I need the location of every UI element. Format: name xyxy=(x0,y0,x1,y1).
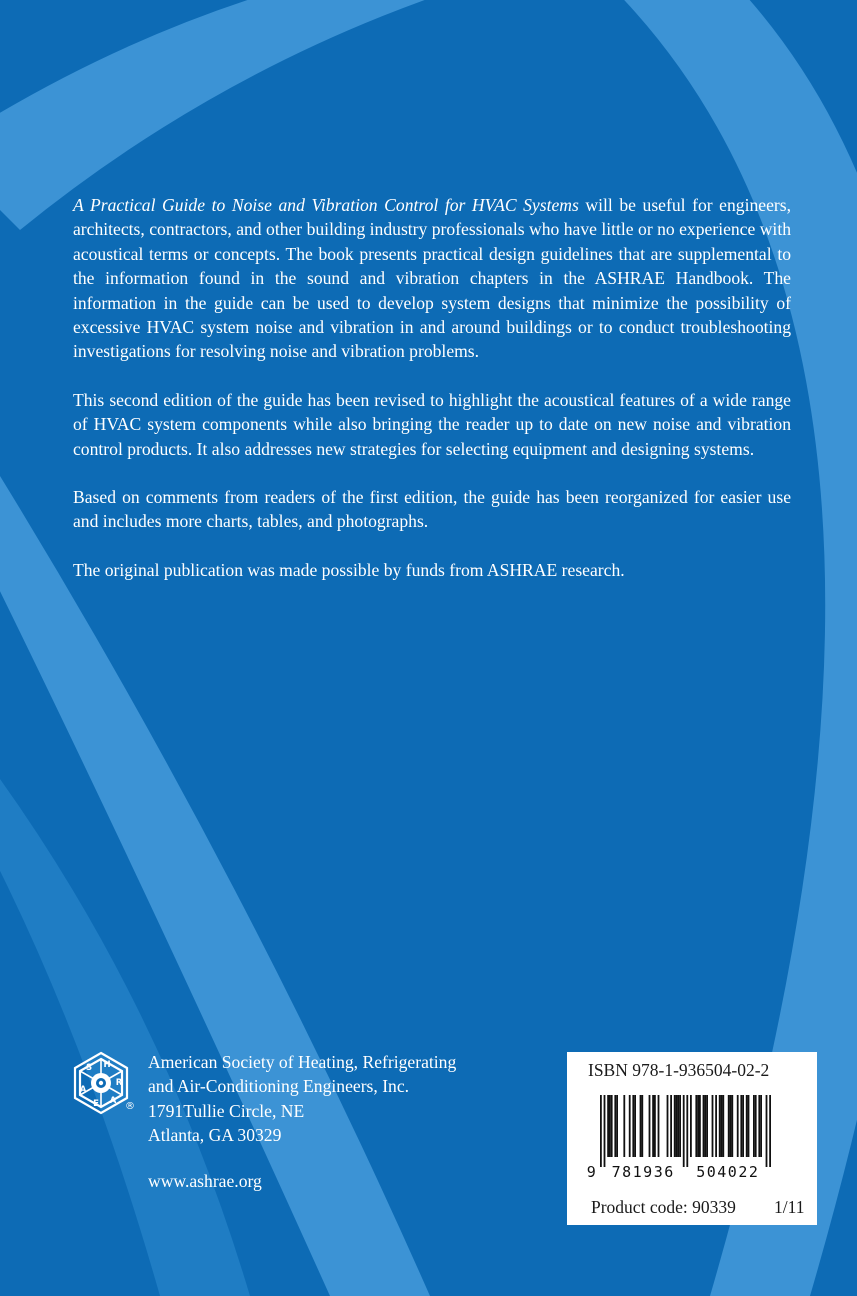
barcode-bar xyxy=(634,1095,636,1157)
barcode-bar xyxy=(649,1095,651,1157)
barcode-bar xyxy=(728,1095,730,1157)
barcode-bar xyxy=(632,1095,634,1157)
publisher-street: 1791Tullie Circle, NE xyxy=(148,1100,305,1121)
isbn-box xyxy=(567,1052,817,1225)
isbn-label: ISBN 978-1-936504-02-2 xyxy=(588,1060,770,1080)
barcode-bar xyxy=(609,1095,611,1157)
logo-letter-e: E xyxy=(93,1099,99,1109)
barcode-bar xyxy=(623,1095,625,1157)
barcode-bar xyxy=(704,1095,706,1157)
barcode-bar xyxy=(721,1095,723,1157)
barcode-bar xyxy=(611,1095,613,1157)
description-text xyxy=(73,193,791,606)
logo-letter-s: S xyxy=(85,1063,93,1073)
barcode xyxy=(588,1095,788,1185)
barcode-bar xyxy=(614,1095,616,1157)
barcode-bar xyxy=(722,1095,724,1157)
barcode-bar xyxy=(679,1095,681,1157)
barcode-bar xyxy=(658,1095,660,1157)
barcode-bar xyxy=(652,1095,654,1157)
barcode-bar xyxy=(699,1095,701,1157)
product-code: Product code: 90339 xyxy=(591,1197,736,1217)
barcode-bar xyxy=(697,1095,699,1157)
barcode-bar xyxy=(769,1095,771,1167)
barcode-bar xyxy=(695,1095,697,1157)
barcode-bar xyxy=(690,1095,692,1157)
date-code: 1/11 xyxy=(774,1197,805,1217)
logo-letter-h: H xyxy=(103,1060,111,1070)
barcode-bar xyxy=(640,1095,642,1157)
paragraph-intro xyxy=(73,193,791,364)
publisher-line-1: American Society of Heating, Refrigerating xyxy=(148,1052,457,1072)
barcode-bar xyxy=(715,1095,717,1157)
barcode-digits-1: 9 xyxy=(586,1163,598,1181)
publisher-website: www.ashrae.org xyxy=(148,1171,262,1191)
barcode-bar xyxy=(758,1095,760,1157)
barcode-bar xyxy=(654,1095,656,1157)
paragraph-second-edition: This second edition of the guide has been revised to highlight the acoustical features of a wide range of HVAC system components while also bringing the reader up to date on new noise and vibration control products. It also addresses new strategies for selecting equipment and designing systems. xyxy=(73,389,791,459)
barcode-bar xyxy=(703,1095,705,1157)
barcode-bar xyxy=(742,1095,744,1157)
barcode-bar xyxy=(766,1095,768,1167)
barcode-bar xyxy=(731,1095,733,1157)
barcode-bar xyxy=(616,1095,618,1157)
barcode-bar xyxy=(753,1095,755,1157)
publisher-line-2: and Air-Conditioning Engineers, Inc. xyxy=(148,1076,410,1097)
barcode-bar xyxy=(604,1095,606,1167)
barcode-bar xyxy=(676,1095,678,1157)
barcode-bar xyxy=(740,1095,742,1157)
barcode-bar xyxy=(667,1095,669,1157)
barcode-bar xyxy=(686,1095,688,1167)
barcode-bar xyxy=(674,1095,676,1157)
publisher-address xyxy=(148,1050,456,1148)
barcode-bar xyxy=(683,1095,685,1167)
registered-mark: ® xyxy=(125,1101,135,1112)
barcode-bar xyxy=(607,1095,609,1157)
barcode-bar xyxy=(737,1095,739,1157)
barcode-bar xyxy=(760,1095,762,1157)
book-title: A Practical Guide to Noise and Vibration Control for HVAC Systems xyxy=(73,195,579,215)
barcode-bar xyxy=(641,1095,643,1157)
logo-letter-a-left: A xyxy=(79,1085,87,1095)
barcode-bar xyxy=(712,1095,714,1157)
barcode-bar xyxy=(748,1095,750,1157)
barcode-bar xyxy=(755,1095,757,1157)
barcode-bar xyxy=(746,1095,748,1157)
barcode-bar xyxy=(600,1095,602,1167)
logo-letter-a-right: A xyxy=(109,1096,117,1106)
barcode-bar xyxy=(730,1095,732,1157)
paragraph-intro-text: will be useful for engineers, architects, contractors, and other building industry professionals who have little or no experience with acoustical terms or concepts. The book presents practical design guidelines that are supplemental to the information found in the sound and vibration chapters in the ASHRAE Handbook. The information in the guide can be used to develop system designs that minimize the possibility of excessive HVAC system noise and vibration in and around buildings or to conduct troubleshooting investigations for resolving noise and vibration problems. xyxy=(73,195,791,362)
paragraph-funding: The original publication was made possible by funds from ASHRAE research. xyxy=(73,559,625,580)
paragraph-reorganized: Based on comments from readers of the first edition, the guide has been reorganized for easier use and includes more charts, tables, and photographs. xyxy=(73,487,791,532)
barcode-bar xyxy=(629,1095,631,1157)
barcode-bar xyxy=(706,1095,708,1157)
barcode-digits-3: 504022 xyxy=(696,1163,760,1181)
barcode-digits-2: 781936 xyxy=(611,1163,675,1181)
logo-letter-r: R xyxy=(115,1078,123,1088)
barcode-bar xyxy=(719,1095,721,1157)
publisher-city: Atlanta, GA 30329 xyxy=(148,1125,282,1146)
barcode-bar xyxy=(670,1095,672,1157)
barcode-bar xyxy=(677,1095,679,1157)
